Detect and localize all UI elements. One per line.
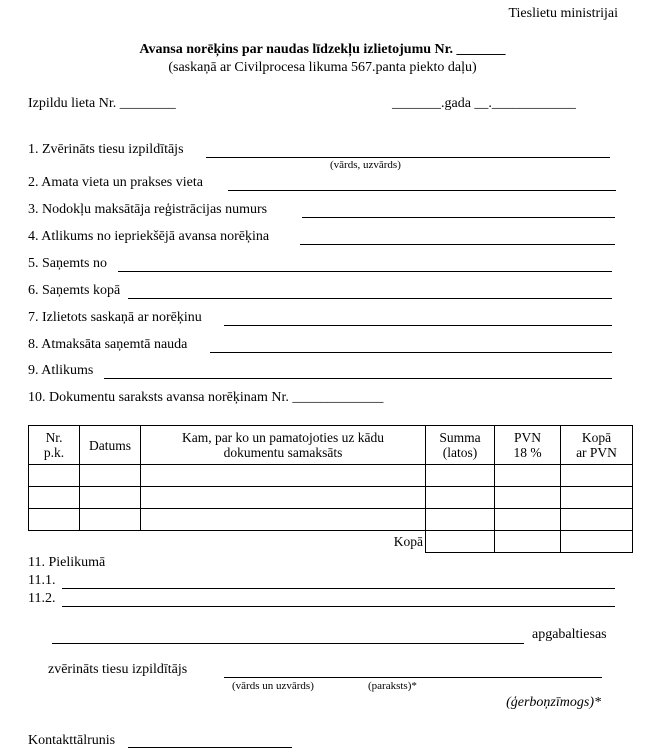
field-label-document-list: 10. Dokumentu saraksts avansa norēķinam Nr. _____________ (28, 390, 384, 405)
attachment-item-2: 11.2. (28, 591, 56, 606)
field-line-received-total[interactable] (128, 298, 612, 299)
total-with-vat-cell[interactable] (561, 531, 633, 553)
case-date: _______.gada __.____________ (392, 96, 576, 111)
field-label-spent: 7. Izlietots saskaņā ar norēķinu (28, 310, 202, 325)
field-label-tax-number: 3. Nodokļu maksātāja reģistrācijas numurs (28, 202, 268, 217)
field-label-received-total: 6. Saņemts kopā (28, 283, 121, 298)
table-cell[interactable] (561, 465, 633, 487)
field-line-repaid[interactable] (210, 352, 612, 353)
table-row (29, 465, 633, 487)
field-line-spent[interactable] (224, 325, 612, 326)
table-header-row (29, 426, 633, 465)
expense-table (28, 425, 633, 553)
field-line-balance[interactable] (104, 378, 612, 379)
attachment-line-2[interactable] (62, 606, 615, 607)
field-label-executor: 1. Zvērināts tiesu izpildītājs (28, 142, 184, 157)
field-label-repaid: 8. Atmaksāta saņemtā nauda (28, 337, 188, 352)
column-header-number: Nr. p.k. (29, 426, 80, 465)
table-cell[interactable] (495, 487, 561, 509)
table-cell[interactable] (561, 487, 633, 509)
table-cell[interactable] (141, 509, 426, 531)
contact-label: Kontakttālrunis (28, 733, 116, 748)
table-cell[interactable] (495, 465, 561, 487)
table-row (29, 487, 633, 509)
executor-role: zvērināts tiesu izpildītājs (48, 662, 188, 677)
table-cell[interactable] (80, 465, 141, 487)
document-subtitle: (saskaņā ar Civilprocesa likuma 567.panta piekto daļu) (168, 60, 477, 75)
table-row (29, 509, 633, 531)
attachments-title: 11. Pielikumā (28, 555, 106, 570)
table-cell[interactable] (80, 487, 141, 509)
field-label-previous-balance: 4. Atlikums no iepriekšējā avansa norēķina (28, 229, 270, 244)
document-title: Avansa norēķins par naudas līdzekļu izlietojumu Nr. _______ (139, 42, 506, 57)
column-header-total-vat: Kopā ar PVN (561, 426, 633, 465)
table-cell[interactable] (29, 509, 80, 531)
field-note-name: (vārds, uzvārds) (330, 159, 401, 171)
column-header-sum: Summa (latos) (426, 426, 495, 465)
signature-line[interactable] (224, 677, 602, 678)
addressee: Tieslietu ministrijai (508, 6, 618, 21)
field-label-received-from: 5. Saņemts no (28, 256, 107, 271)
table-total-row (29, 531, 633, 553)
court-name-line[interactable] (52, 643, 524, 644)
court-suffix: apgabaltiesas (532, 627, 607, 642)
attachment-item-1: 11.1. (28, 573, 56, 588)
column-header-description: Kam, par ko un pamatojoties uz kādu dokumentu samaksāts (141, 426, 426, 465)
table-cell[interactable] (426, 487, 495, 509)
field-label-balance: 9. Atlikums (28, 363, 94, 378)
total-label: Kopā (141, 531, 426, 553)
column-header-date: Datums (80, 426, 141, 465)
total-sum-cell[interactable] (426, 531, 495, 553)
table-cell[interactable] (29, 487, 80, 509)
field-line-received-from[interactable] (118, 271, 612, 272)
table-cell[interactable] (80, 509, 141, 531)
field-line-executor[interactable] (206, 157, 610, 158)
seal-note: (ģerboņzīmogs)* (506, 695, 601, 710)
contact-phone-line[interactable] (128, 747, 292, 748)
signature-note: (paraksts)* (368, 680, 417, 692)
case-number-label: Izpildu lieta Nr. ________ (28, 96, 176, 111)
table-cell[interactable] (29, 465, 80, 487)
table-cell[interactable] (426, 465, 495, 487)
table-cell[interactable] (495, 509, 561, 531)
field-label-position: 2. Amata vieta un prakses vieta (28, 175, 203, 190)
column-header-vat: PVN 18 % (495, 426, 561, 465)
field-line-position[interactable] (228, 190, 616, 191)
field-line-tax-number[interactable] (302, 217, 615, 218)
table-cell[interactable] (141, 465, 426, 487)
field-line-previous-balance[interactable] (300, 244, 615, 245)
table-cell[interactable] (561, 509, 633, 531)
table-cell[interactable] (141, 487, 426, 509)
total-vat-cell[interactable] (495, 531, 561, 553)
attachment-line-1[interactable] (62, 588, 615, 589)
table-cell[interactable] (426, 509, 495, 531)
name-note: (vārds un uzvārds) (232, 680, 314, 692)
